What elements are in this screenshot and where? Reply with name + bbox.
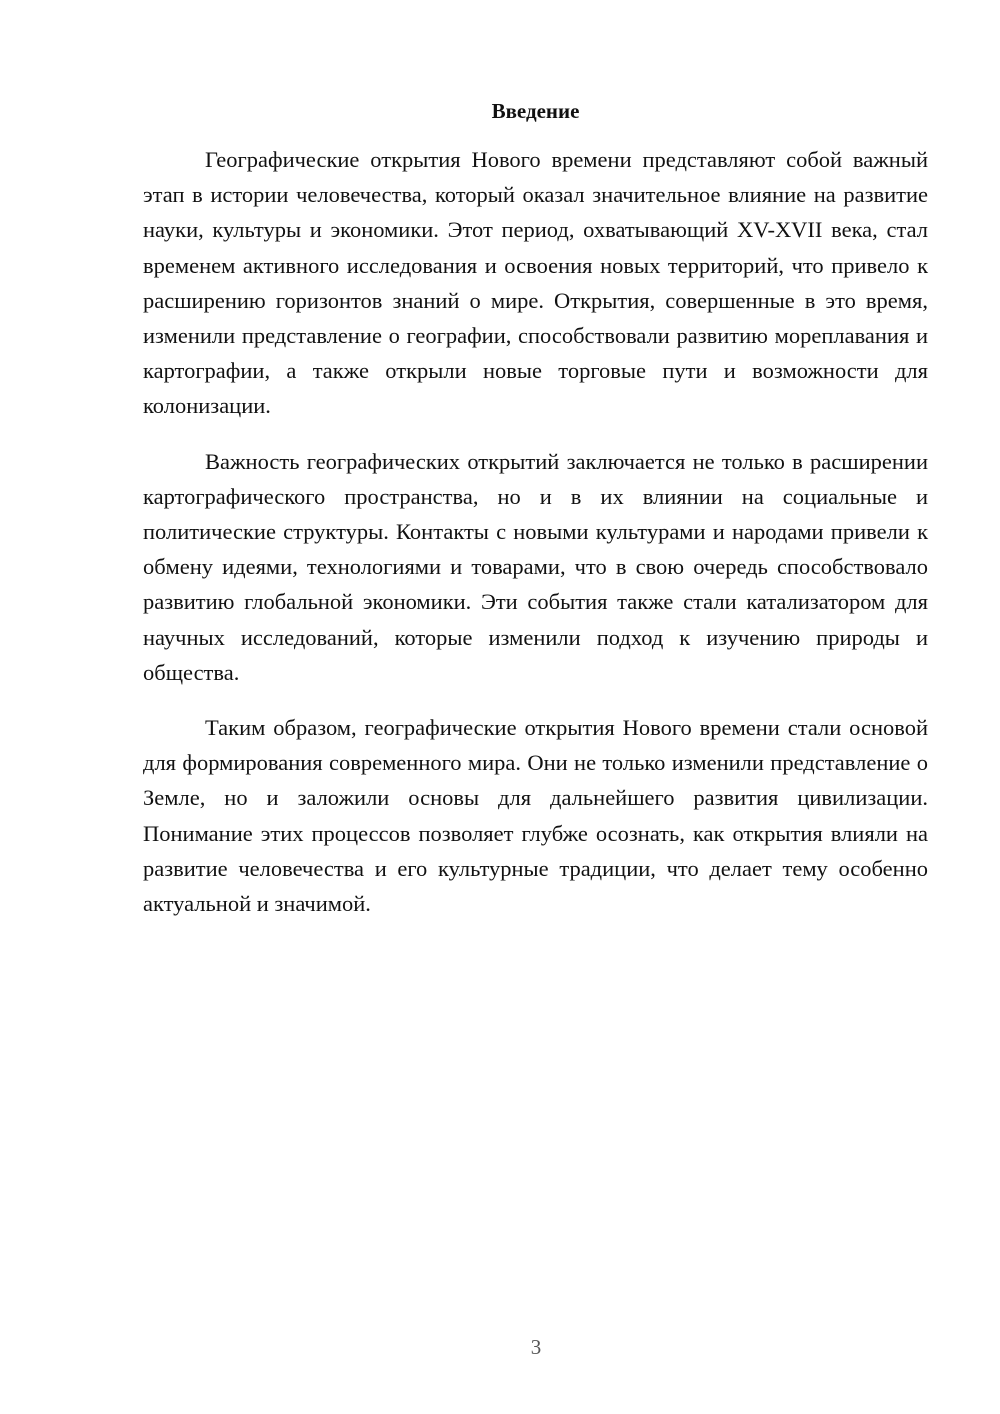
paragraph-1: Географические открытия Нового времени представляют собой важный этап в истории человечества, который оказал значительное влияние на развитие науки, культуры и экономики. Этот период, охватывающий XV-XVII века, стал временем активного исследования и освоения новых территорий, что привело к расширению горизонтов знаний о мире. Открытия, совершенные в это время, изменили представление о географии, способствовали развитию мореплавания и картографии, а также открыли новые торговые пути и возможности для колонизации. bbox=[143, 147, 928, 419]
paragraph-2: Важность географических открытий заключается не только в расширении картографического пространства, но и в их влиянии на социальные и политические структуры. Контакты с новыми культурами и народами привели к обмену идеями, технологиями и товарами, что в свою очередь способствовало развитию глобальной экономики. Эти события также стали катализатором для научных исследований, которые изменили подход к изучению природы и общества. bbox=[143, 448, 928, 685]
page-number: 3 bbox=[530, 1335, 542, 1359]
body-text bbox=[143, 142, 928, 921]
section-title: Введение bbox=[491, 99, 580, 123]
paragraph-3: Таким образом, географические открытия Нового времени стали основой для формирования современного мира. Они не только изменили представление о Земле, но и заложили основы для дальнейшего развития цивилизации. Понимание этих процессов позволяет глубже осознать, как открытия влияли на развитие человечества и его культурные традиции, что делает тему особенно актуальной и значимой. bbox=[143, 715, 928, 917]
